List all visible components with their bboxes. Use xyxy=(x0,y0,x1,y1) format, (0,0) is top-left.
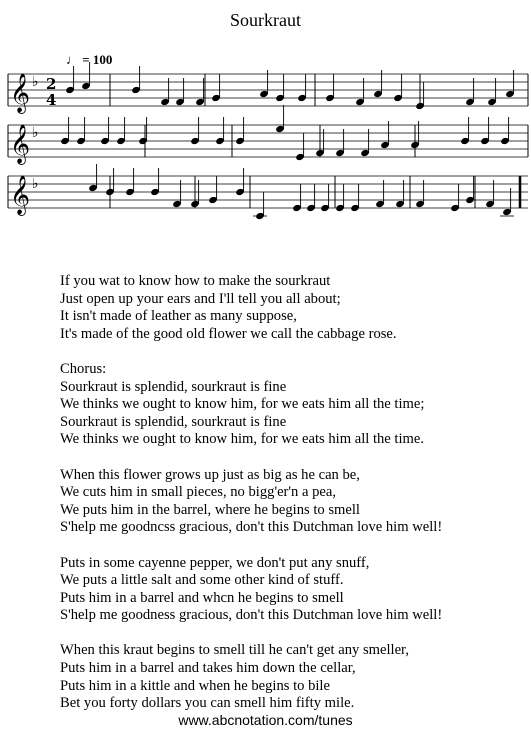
lyric-line: Bet you forty dollars you can smell him fifty mile. xyxy=(60,695,355,712)
sheet-music xyxy=(0,0,531,270)
staff-system xyxy=(8,164,528,220)
lyric-line: It's made of the good old flower we call the cabbage rose. xyxy=(60,325,397,342)
lyric-line: We thinks we ought to know him, for we eats him all the time. xyxy=(60,431,425,448)
lyric-line: Just open up your ears and I'll tell you all about; xyxy=(60,290,341,307)
treble-clef-icon: 𝄞 xyxy=(10,124,31,164)
lyric-line: Sourkraut is splendid, sourkraut is fine xyxy=(60,413,287,430)
stanza-gap xyxy=(60,625,442,643)
lyric-line: Puts him in a barrel and takes him down the cellar, xyxy=(60,660,356,677)
lyric-line: S'help me goodncss gracious, don't this Dutchman love him well! xyxy=(60,519,443,536)
staff-system xyxy=(8,105,528,165)
treble-clef-icon: 𝄞 xyxy=(10,175,31,215)
lyric-line: S'help me goodness gracious, don't this Dutchman love him well! xyxy=(60,607,443,624)
lyric-line: Chorus: xyxy=(60,360,107,377)
tune-title: Sourkraut xyxy=(230,10,301,30)
tempo-text: = 100 xyxy=(82,52,113,67)
lyric-line: Puts him in a barrel and whcn he begins to smell xyxy=(60,589,344,606)
lyric-line: Sourkraut is splendid, sourkraut is fine xyxy=(60,378,287,395)
stanza-gap xyxy=(60,449,442,467)
stanza-gap xyxy=(60,537,442,555)
time-signature-top: 2 xyxy=(46,75,57,93)
lyric-line: Puts in some cayenne pepper, we don't put any snuff, xyxy=(60,554,370,571)
lyric-line: When this flower grows up just as big as he can be, xyxy=(60,466,360,483)
treble-clef-icon: 𝄞 xyxy=(10,73,31,113)
lyric-line: Puts him in a kittle and when he begins to bile xyxy=(60,677,330,694)
lyric-line: If you wat to know how to make the sourkraut xyxy=(60,273,331,289)
lyrics-block xyxy=(60,273,442,713)
staff-systems xyxy=(8,62,528,220)
time-signature-bottom: 4 xyxy=(46,91,57,109)
flat-icon: ♭ xyxy=(32,74,39,90)
flat-icon: ♭ xyxy=(32,125,39,141)
stanza-gap xyxy=(60,343,442,361)
lyric-line: We puts a little salt and some other kind of stuff. xyxy=(60,572,344,589)
footer-url: www.abcnotation.com/tunes xyxy=(178,712,353,728)
lyric-line: It isn't made of leather as many suppose, xyxy=(60,308,297,325)
flat-icon: ♭ xyxy=(32,176,39,192)
lyric-line: We puts him in the barrel, where he begins to smell xyxy=(60,501,360,518)
staff-system xyxy=(8,62,528,114)
lyric-line: We cuts him in small pieces, no bigg'er'n a pea, xyxy=(60,484,337,501)
lyric-line: When this kraut begins to smell till he can't get any smeller, xyxy=(60,642,409,659)
quarter-note-icon: ♩ xyxy=(66,52,79,67)
lyric-line: We thinks we ought to know him, for we eats him all the time; xyxy=(60,396,425,413)
